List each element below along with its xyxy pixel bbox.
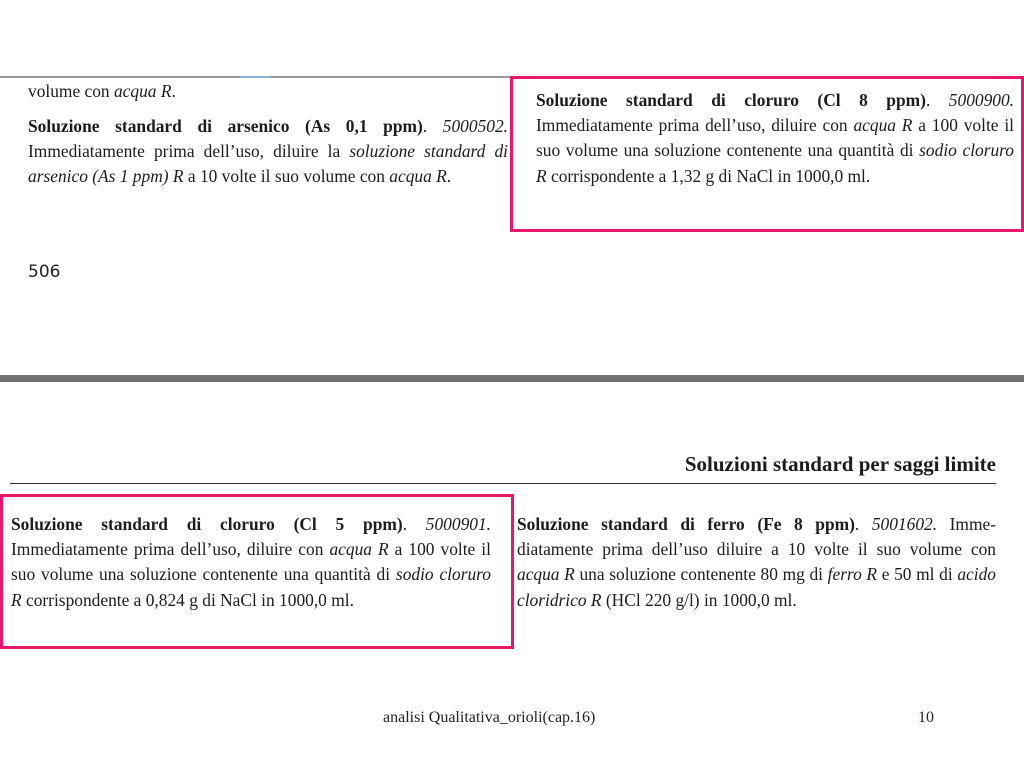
page-divider bbox=[0, 375, 1024, 382]
arsenic-standard-entry: Soluzione standard di arsenico (As 0,1 ppm). 5000502. Immediatamente prima dell’uso, diluire la soluzione standard di arsenico (As 1 ppm) R a 10 volte il suo volume con acqua R. bbox=[28, 116, 508, 187]
entry-title: Soluzione standard di ferro (Fe 8 ppm) bbox=[517, 514, 855, 534]
entry-code: 5001602. bbox=[871, 514, 938, 534]
entry-title: Soluzione standard di cloruro (Cl 8 ppm) bbox=[536, 90, 926, 110]
highlight-box-chloride-8ppm bbox=[510, 76, 1024, 232]
entry-title: Soluzione standard di arsenico (As 0,1 ppm) bbox=[28, 116, 423, 136]
iron-8ppm-entry: Soluzione standard di ferro (Fe 8 ppm). 5001602. Imme-diatamente prima dell’uso diluire a 10 volte il suo volume con acqua R una soluzione contenente 80 mg di ferro R e 50 ml di acido cloridrico R (HCl 220 g/l) in 1000,0 ml. bbox=[517, 514, 996, 610]
entry-code: 5000502. bbox=[442, 116, 508, 136]
slide-number: 10 bbox=[918, 709, 934, 726]
chloride-8ppm-entry: Soluzione standard di cloruro (Cl 8 ppm). 5000900. Immediatamente prima dell’uso, diluire con acqua R a 100 volte il suo volume una soluzione contenente una quantità di sodio cloruro R corrispondente a 1,32 g di NaCl in 1000,0 ml. bbox=[536, 90, 1015, 186]
entry-title: Soluzione standard di cloruro (Cl 5 ppm) bbox=[11, 514, 403, 534]
footer-text: analisi Qualitativa_orioli(cap.16) bbox=[383, 709, 596, 726]
page-number: 506 bbox=[28, 262, 61, 282]
section-header: Soluzioni standard per saggi limite bbox=[684, 452, 996, 476]
highlight-box-chloride-5ppm bbox=[0, 494, 514, 649]
top-page-edge-accent bbox=[240, 76, 270, 78]
chloride-5ppm-entry: Soluzione standard di cloruro (Cl 5 ppm). 5000901. Immediatamente prima dell’uso, diluire con acqua R a 100 volte il suo volume una soluzione contenente una quantità di sodio cloruro R corrispondente a 0,824 g di NaCl in 1000,0 ml. bbox=[11, 514, 491, 610]
header-rule bbox=[10, 483, 996, 484]
entry-code: 5000900. bbox=[948, 90, 1015, 110]
entry-code: 5000901. bbox=[425, 514, 491, 534]
fragment-line: volume con acqua R. bbox=[28, 81, 176, 101]
